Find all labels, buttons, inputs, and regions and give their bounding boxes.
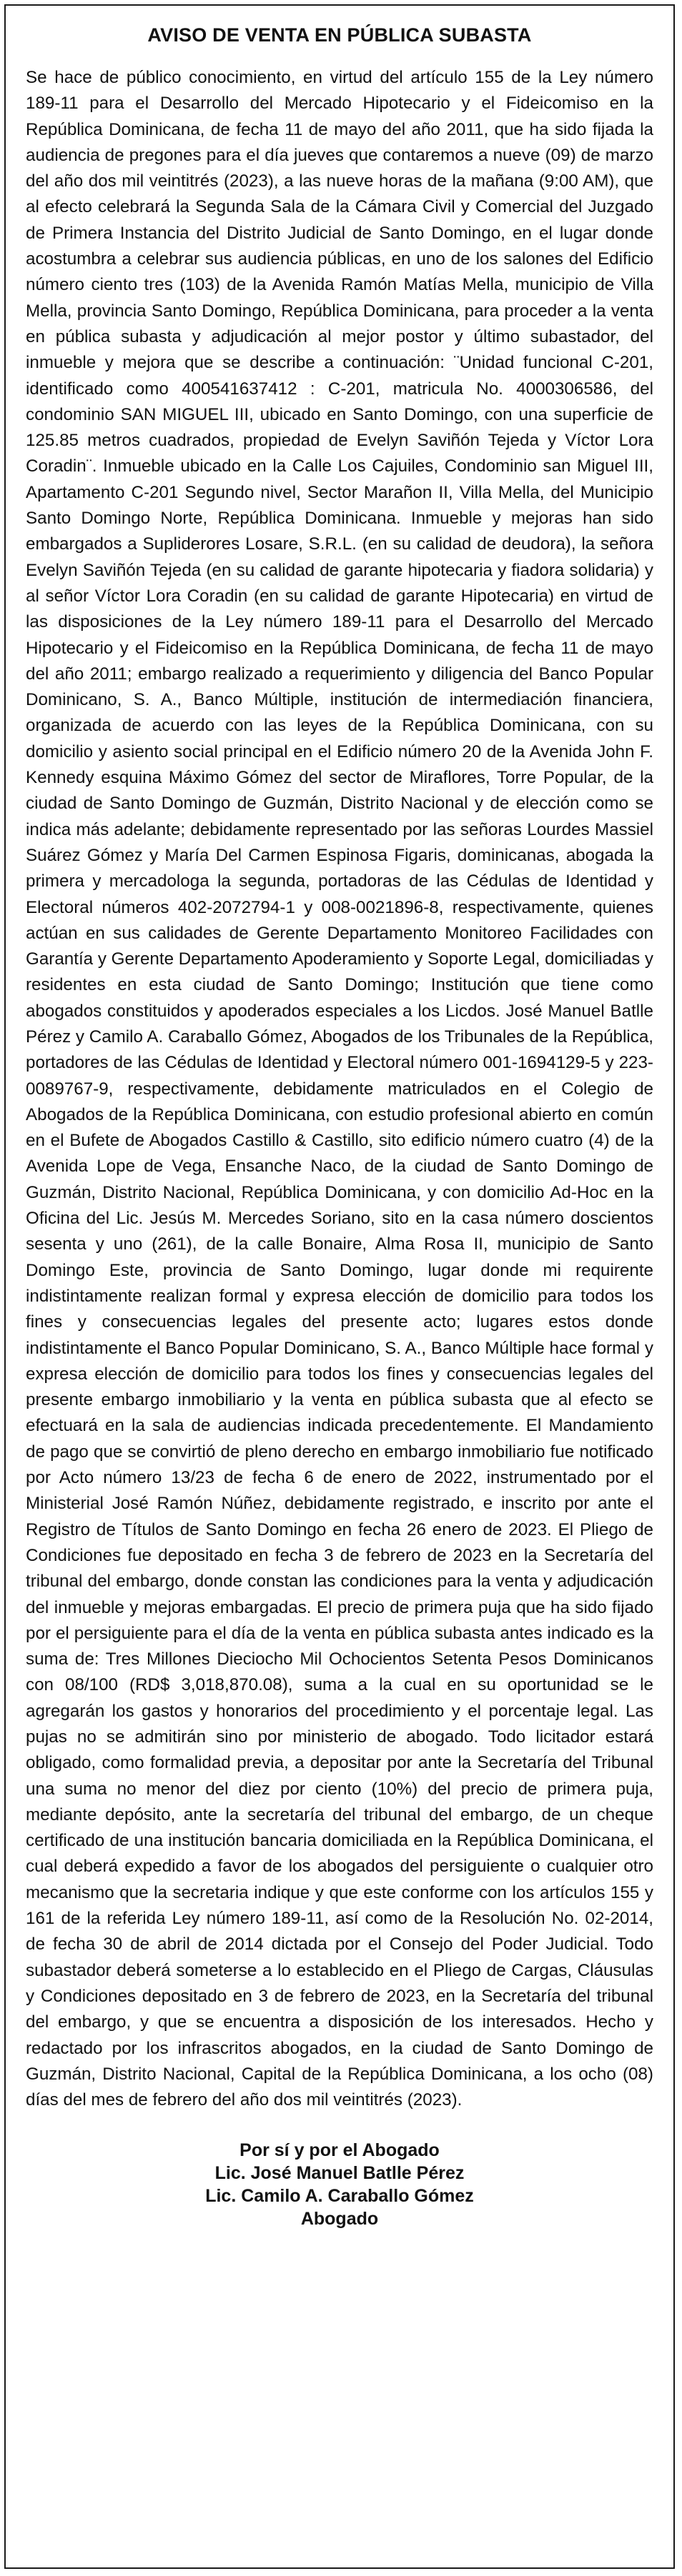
signature-line-4: Abogado <box>300 2209 379 2230</box>
signature-line-2: Lic. José Manuel Batlle Pérez <box>214 2163 465 2184</box>
signature-block <box>26 2139 653 2230</box>
signature-line-3: Lic. Camilo A. Caraballo Gómez <box>205 2186 474 2207</box>
signature-line-1: Por sí y por el Abogado <box>239 2140 440 2161</box>
notice-frame <box>4 4 675 2569</box>
notice-body: Se hace de público conocimiento, en virtud del artículo 155 de la Ley número 189-11 para el Desarrollo del Mercado Hipotecario y el Fideicomiso en la República Dominicana, de fecha 11 de mayo del año 2011, que ha sido fijada la audiencia de pregones para el día jueves que contaremos a nueve (09) de marzo del año dos mil veintitrés (2023), a las nueve horas de la mañana (9:00 AM), que al efecto celebrará la Segunda Sala de la Cámara Civil y Comercial del Juzgado de Primera Instancia del Distrito Judicial de Santo Domingo, en el lugar donde acostumbra a celebrar sus audiencia públicas, en uno de los salones del Edificio número ciento tres (103) de la Avenida Ramón Matías Mella, municipio de Villa Mella, provincia Santo Domingo, República Dominicana, para proceder a la venta en pública subasta y adjudicación al mejor postor y último subastador, del inmueble y mejora que se describe a continuación: ¨Unidad funcional C-201, identificado como 400541637412 : C-201, matricula No. 4000306586, del condominio SAN MIGUEL III, ubicado en Santo Domingo, con una superficie de 125.85 metros cuadrados, propiedad de Evelyn Saviñón Tejeda y Víctor Lora Coradin¨. Inmueble ubicado en la Calle Los Cajuiles, Condominio san Miguel III, Apartamento C-201 Segundo nivel, Sector Marañon II, Villa Mella, del Municipio Santo Domingo Norte, República Dominicana. Inmueble y mejoras han sido embargados a Supliderores Losare, S.R.L. (en su calidad de deudora), la señora Evelyn Saviñón Tejeda (en su calidad de garante hipotecaria y fiadora solidaria) y al señor Víctor Lora Coradin (en su calidad de garante Hipotecaria) en virtud de las disposiciones de la Ley número 189-11 para el Desarrollo del Mercado Hipotecario y el Fideicomiso en la República Dominicana, de fecha 11 de mayo del año 2011; embargo realizado a requerimiento y diligencia del Banco Popular Dominicano, S. A., Banco Múltiple, institución de intermediación financiera, organizada de acuerdo con las leyes de la República Dominicana, con su domicilio y asiento social principal en el Edificio número 20 de la Avenida John F. Kennedy esquina Máximo Gómez del sector de Miraflores, Torre Popular, de la ciudad de Santo Domingo de Guzmán, Distrito Nacional y de elección como se indica más adelante; debidamente representado por las señoras Lourdes Massiel Suárez Gómez y María Del Carmen Espinosa Figaris, dominicanas, abogada la primera y mercadologa la segunda, portadoras de las Cédulas de Identidad y Electoral números 402-2072794-1 y 008-0021896-8, respectivamente, quienes actúan en sus calidades de Gerente Departamento Monitoreo Facilidades con Garantía y Gerente Departamento Apoderamiento y Soporte Legal, domiciliadas y residentes en esta ciudad de Santo Domingo; Institución que tiene como abogados constituidos y apoderados especiales a los Licdos. José Manuel Batlle Pérez y Camilo A. Caraballo Gómez, Abogados de los Tribunales de la República, portadores de las Cédulas de Identidad y Electoral número 001-1694129-5 y 223-0089767-9, respectivamente, debidamente matriculados en el Colegio de Abogados de la República Dominicana, con estudio profesional abierto en común en el Bufete de Abogados Castillo & Castillo, sito edificio número cuatro (4) de la Avenida Lope de Vega, Ensanche Naco, de la ciudad de Santo Domingo de Guzmán, Distrito Nacional, República Dominicana, y con domicilio Ad-Hoc en la Oficina del Lic. Jesús M. Mercedes Soriano, sito en la casa número doscientos sesenta y uno (261), de la calle Bonaire, Alma Rosa II, municipio de Santo Domingo Este, provincia de Santo Domingo, lugar donde mi requirente indistintamente realizan formal y expresa elección de domicilio para todos los fines y consecuencias legales del presente acto; lugares estos donde indistintamente el Banco Popular Dominicano, S. A., Banco Múltiple hace formal y expresa elección de domicilio para todos los fines y consecuencias legales del presente embargo inmobiliario y la venta en pública subasta que al efecto se efectuará en la sala de audiencias indicada precedentemente. El Mandamiento de pago que se convirtió de pleno derecho en embargo inmobiliario fue notificado por Acto número 13/23 de fecha 6 de enero de 2022, instrumentado por el Ministerial José Ramón Núñez, debidamente registrado, e inscrito por ante el Registro de Títulos de Santo Domingo en fecha 26 enero de 2023. El Pliego de Condiciones fue depositado en fecha 3 de febrero de 2023 en la Secretaría del tribunal del embargo, donde constan las condiciones para la venta y adjudicación del inmueble y mejoras embargadas. El precio de primera puja que ha sido fijado por el persiguiente para el día de la venta en pública subasta antes indicado es la suma de: Tres Millones Dieciocho Mil Ochocientos Setenta Pesos Dominicanos con 08/100 (RD$ 3,018,870.08), suma a la cual en su oportunidad se le agregarán los gastos y honorarios del procedimiento y el porcentaje legal. Las pujas no se admitirán sino por ministerio de abogado. Todo licitador estará obligado, como formalidad previa, a depositar por ante la Secretaría del Tribunal una suma no menor del diez por ciento (10%) del precio de primera puja, mediante depósito, ante la secretaría del tribunal del embargo, de un cheque certificado de una institución bancaria domiciliada en la República Dominicana, el cual deberá expedido a favor de los abogados del persiguiente o cualquier otro mecanismo que la secretaria indique y que este conforme con los artículos 155 y 161 de la referida Ley número 189-11, así como de la Resolución No. 02-2014, de fecha 30 de abril de 2014 dictada por el Consejo del Poder Judicial. Todo subastador deberá someterse a lo establecido en el Pliego de Cargas, Cláusulas y Condiciones depositado en 3 de febrero de 2023, en la Secretaría del tribunal del embargo, y que se encuentra a disposición de los interesados. Hecho y redactado por los infrascritos abogados, en la ciudad de Santo Domingo de Guzmán, Distrito Nacional, Capital de la República Dominicana, a los ocho (08) días del mes de febrero del año dos mil veintitrés (2023). <box>26 68 653 2110</box>
notice-title: AVISO DE VENTA EN PÚBLICA SUBASTA <box>147 24 532 46</box>
